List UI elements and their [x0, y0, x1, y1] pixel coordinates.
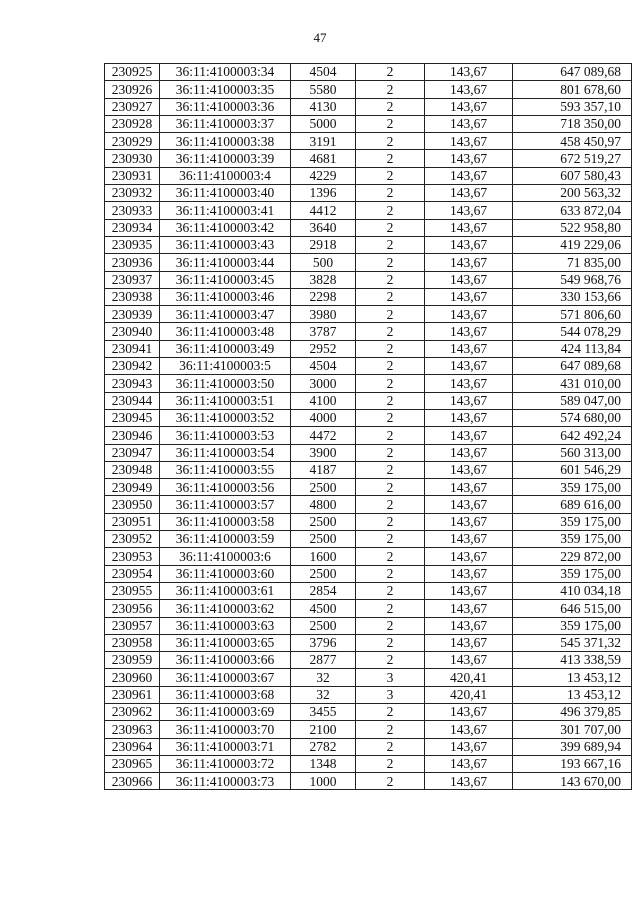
- cell-group: 3: [356, 669, 425, 686]
- cell-cadastral-value: 607 580,43: [513, 167, 632, 184]
- cell-group: 2: [356, 254, 425, 271]
- cell-cadastral-value: 301 707,00: [513, 721, 632, 738]
- cell-group: 2: [356, 565, 425, 582]
- cell-cadastral-number: 36:11:4100003:53: [160, 427, 291, 444]
- table-row: [105, 755, 632, 772]
- cell-specific-value: 143,67: [425, 358, 513, 375]
- cell-group: 2: [356, 133, 425, 150]
- cell-area: 32: [291, 669, 356, 686]
- cell-cadastral-number: 36:11:4100003:50: [160, 375, 291, 392]
- table-row: [105, 81, 632, 98]
- cell-group: 3: [356, 686, 425, 703]
- cell-cadastral-number: 36:11:4100003:72: [160, 755, 291, 772]
- cell-record-id: 230963: [105, 721, 160, 738]
- cell-cadastral-number: 36:11:4100003:35: [160, 81, 291, 98]
- cell-area: 1396: [291, 185, 356, 202]
- cell-record-id: 230957: [105, 617, 160, 634]
- table-row: [105, 64, 632, 81]
- cell-area: 3455: [291, 703, 356, 720]
- cell-cadastral-number: 36:11:4100003:70: [160, 721, 291, 738]
- cell-group: 2: [356, 548, 425, 565]
- table-row: [105, 600, 632, 617]
- table-row: [105, 444, 632, 461]
- table-row: [105, 479, 632, 496]
- cell-cadastral-number: 36:11:4100003:51: [160, 392, 291, 409]
- cell-record-id: 230939: [105, 306, 160, 323]
- cell-group: 2: [356, 98, 425, 115]
- cell-record-id: 230932: [105, 185, 160, 202]
- cell-area: 3640: [291, 219, 356, 236]
- table-row: [105, 652, 632, 669]
- cell-record-id: 230931: [105, 167, 160, 184]
- cell-area: 500: [291, 254, 356, 271]
- cell-cadastral-value: 359 175,00: [513, 479, 632, 496]
- table-row: [105, 461, 632, 478]
- cell-area: 2298: [291, 288, 356, 305]
- table-row: [105, 271, 632, 288]
- cell-cadastral-number: 36:11:4100003:42: [160, 219, 291, 236]
- table-row: [105, 167, 632, 184]
- cell-cadastral-number: 36:11:4100003:55: [160, 461, 291, 478]
- cell-cadastral-number: 36:11:4100003:45: [160, 271, 291, 288]
- cell-area: 4000: [291, 409, 356, 426]
- cell-group: 2: [356, 409, 425, 426]
- cell-cadastral-value: 633 872,04: [513, 202, 632, 219]
- cell-area: 5580: [291, 81, 356, 98]
- cell-specific-value: 143,67: [425, 392, 513, 409]
- cell-cadastral-number: 36:11:4100003:63: [160, 617, 291, 634]
- cell-group: 2: [356, 202, 425, 219]
- cell-group: 2: [356, 652, 425, 669]
- cell-area: 4100: [291, 392, 356, 409]
- cell-record-id: 230944: [105, 392, 160, 409]
- cell-specific-value: 143,67: [425, 219, 513, 236]
- cell-cadastral-value: 399 689,94: [513, 738, 632, 755]
- cell-group: 2: [356, 773, 425, 790]
- cell-area: 2782: [291, 738, 356, 755]
- cell-area: 2500: [291, 531, 356, 548]
- cell-record-id: 230960: [105, 669, 160, 686]
- cell-specific-value: 143,67: [425, 738, 513, 755]
- cell-cadastral-number: 36:11:4100003:41: [160, 202, 291, 219]
- table-row: [105, 150, 632, 167]
- table-row: [105, 288, 632, 305]
- cell-cadastral-value: 549 968,76: [513, 271, 632, 288]
- cell-record-id: 230942: [105, 358, 160, 375]
- cell-cadastral-number: 36:11:4100003:43: [160, 236, 291, 253]
- cell-group: 2: [356, 81, 425, 98]
- cell-specific-value: 143,67: [425, 600, 513, 617]
- cell-specific-value: 143,67: [425, 479, 513, 496]
- cell-specific-value: 143,67: [425, 271, 513, 288]
- cell-specific-value: 143,67: [425, 323, 513, 340]
- cell-area: 32: [291, 686, 356, 703]
- cell-cadastral-number: 36:11:4100003:71: [160, 738, 291, 755]
- cell-specific-value: 143,67: [425, 461, 513, 478]
- table-row: [105, 721, 632, 738]
- cell-record-id: 230925: [105, 64, 160, 81]
- cell-cadastral-value: 571 806,60: [513, 306, 632, 323]
- cell-cadastral-number: 36:11:4100003:69: [160, 703, 291, 720]
- cell-specific-value: 143,67: [425, 150, 513, 167]
- cell-cadastral-number: 36:11:4100003:66: [160, 652, 291, 669]
- cell-specific-value: 143,67: [425, 64, 513, 81]
- cell-record-id: 230943: [105, 375, 160, 392]
- table-row: [105, 773, 632, 790]
- cell-specific-value: 143,67: [425, 496, 513, 513]
- cell-record-id: 230927: [105, 98, 160, 115]
- cell-area: 2500: [291, 479, 356, 496]
- cell-area: 4187: [291, 461, 356, 478]
- cell-record-id: 230948: [105, 461, 160, 478]
- cell-cadastral-number: 36:11:4100003:56: [160, 479, 291, 496]
- cell-group: 2: [356, 288, 425, 305]
- cell-group: 2: [356, 738, 425, 755]
- table-row: [105, 306, 632, 323]
- cell-specific-value: 143,67: [425, 531, 513, 548]
- cell-cadastral-value: 359 175,00: [513, 513, 632, 530]
- cell-cadastral-number: 36:11:4100003:40: [160, 185, 291, 202]
- cell-area: 2500: [291, 617, 356, 634]
- cell-record-id: 230954: [105, 565, 160, 582]
- page-number: 47: [313, 30, 327, 45]
- table-row: [105, 703, 632, 720]
- cell-cadastral-value: 545 371,32: [513, 634, 632, 651]
- table-row: [105, 548, 632, 565]
- cell-area: 1348: [291, 755, 356, 772]
- cell-record-id: 230945: [105, 409, 160, 426]
- cell-specific-value: 143,67: [425, 773, 513, 790]
- cell-cadastral-number: 36:11:4100003:58: [160, 513, 291, 530]
- table-row: [105, 634, 632, 651]
- cell-group: 2: [356, 64, 425, 81]
- cell-cadastral-value: 593 357,10: [513, 98, 632, 115]
- cell-area: 2500: [291, 565, 356, 582]
- cell-specific-value: 143,67: [425, 340, 513, 357]
- cell-cadastral-value: 672 519,27: [513, 150, 632, 167]
- table-row: [105, 686, 632, 703]
- cell-area: 3980: [291, 306, 356, 323]
- cell-specific-value: 143,67: [425, 617, 513, 634]
- table-row: [105, 236, 632, 253]
- cell-record-id: 230961: [105, 686, 160, 703]
- cell-cadastral-value: 642 492,24: [513, 427, 632, 444]
- table-row: [105, 427, 632, 444]
- cell-specific-value: 420,41: [425, 686, 513, 703]
- cell-specific-value: 143,67: [425, 565, 513, 582]
- cell-record-id: 230941: [105, 340, 160, 357]
- cell-record-id: 230949: [105, 479, 160, 496]
- cell-record-id: 230952: [105, 531, 160, 548]
- cell-specific-value: 143,67: [425, 167, 513, 184]
- cell-group: 2: [356, 306, 425, 323]
- cell-cadastral-number: 36:11:4100003:5: [160, 358, 291, 375]
- cell-cadastral-value: 13 453,12: [513, 669, 632, 686]
- cell-cadastral-number: 36:11:4100003:6: [160, 548, 291, 565]
- cell-cadastral-value: 13 453,12: [513, 686, 632, 703]
- cell-cadastral-number: 36:11:4100003:44: [160, 254, 291, 271]
- cell-group: 2: [356, 479, 425, 496]
- cell-record-id: 230951: [105, 513, 160, 530]
- cell-record-id: 230937: [105, 271, 160, 288]
- cell-specific-value: 143,67: [425, 427, 513, 444]
- cell-cadastral-value: 601 546,29: [513, 461, 632, 478]
- cell-area: 4500: [291, 600, 356, 617]
- cell-cadastral-value: 496 379,85: [513, 703, 632, 720]
- table-row: [105, 582, 632, 599]
- cell-cadastral-value: 801 678,60: [513, 81, 632, 98]
- cell-specific-value: 143,67: [425, 375, 513, 392]
- cell-specific-value: 143,67: [425, 133, 513, 150]
- cell-record-id: 230965: [105, 755, 160, 772]
- cell-area: 2100: [291, 721, 356, 738]
- cell-record-id: 230953: [105, 548, 160, 565]
- cell-cadastral-number: 36:11:4100003:46: [160, 288, 291, 305]
- cell-area: 3828: [291, 271, 356, 288]
- cell-cadastral-value: 718 350,00: [513, 115, 632, 132]
- cell-area: 4472: [291, 427, 356, 444]
- cell-group: 2: [356, 444, 425, 461]
- cell-area: 3000: [291, 375, 356, 392]
- cell-specific-value: 143,67: [425, 721, 513, 738]
- cell-specific-value: 143,67: [425, 652, 513, 669]
- table-row: [105, 531, 632, 548]
- table-row: [105, 98, 632, 115]
- cell-record-id: 230935: [105, 236, 160, 253]
- cell-group: 2: [356, 600, 425, 617]
- cell-specific-value: 143,67: [425, 81, 513, 98]
- cell-record-id: 230947: [105, 444, 160, 461]
- cell-record-id: 230966: [105, 773, 160, 790]
- cell-cadastral-number: 36:11:4100003:4: [160, 167, 291, 184]
- cell-specific-value: 143,67: [425, 288, 513, 305]
- cell-record-id: 230940: [105, 323, 160, 340]
- table-row: [105, 409, 632, 426]
- cell-record-id: 230962: [105, 703, 160, 720]
- cell-specific-value: 143,67: [425, 634, 513, 651]
- cell-cadastral-number: 36:11:4100003:48: [160, 323, 291, 340]
- cell-area: 4130: [291, 98, 356, 115]
- cell-area: 4229: [291, 167, 356, 184]
- table-row: [105, 115, 632, 132]
- table-row: [105, 496, 632, 513]
- cell-group: 2: [356, 427, 425, 444]
- cell-group: 2: [356, 115, 425, 132]
- cell-group: 2: [356, 496, 425, 513]
- cell-record-id: 230938: [105, 288, 160, 305]
- table-row: [105, 133, 632, 150]
- cell-record-id: 230959: [105, 652, 160, 669]
- table-row: [105, 565, 632, 582]
- cell-specific-value: 143,67: [425, 254, 513, 271]
- cell-cadastral-number: 36:11:4100003:52: [160, 409, 291, 426]
- cell-group: 2: [356, 323, 425, 340]
- cell-specific-value: 143,67: [425, 409, 513, 426]
- cell-group: 2: [356, 531, 425, 548]
- cell-area: 4412: [291, 202, 356, 219]
- cell-area: 2854: [291, 582, 356, 599]
- cell-cadastral-number: 36:11:4100003:73: [160, 773, 291, 790]
- cell-cadastral-number: 36:11:4100003:49: [160, 340, 291, 357]
- cell-cadastral-value: 689 616,00: [513, 496, 632, 513]
- cell-area: 2918: [291, 236, 356, 253]
- cell-group: 2: [356, 150, 425, 167]
- cell-area: 1600: [291, 548, 356, 565]
- cell-cadastral-value: 193 667,16: [513, 755, 632, 772]
- cell-cadastral-value: 413 338,59: [513, 652, 632, 669]
- table-row: [105, 340, 632, 357]
- cell-specific-value: 143,67: [425, 202, 513, 219]
- table-row: [105, 323, 632, 340]
- cell-specific-value: 143,67: [425, 548, 513, 565]
- table-row: [105, 219, 632, 236]
- cell-group: 2: [356, 167, 425, 184]
- cell-record-id: 230958: [105, 634, 160, 651]
- cell-group: 2: [356, 185, 425, 202]
- cell-cadastral-value: 419 229,06: [513, 236, 632, 253]
- cell-cadastral-value: 431 010,00: [513, 375, 632, 392]
- table-row: [105, 617, 632, 634]
- cell-cadastral-number: 36:11:4100003:36: [160, 98, 291, 115]
- cell-cadastral-number: 36:11:4100003:47: [160, 306, 291, 323]
- cell-group: 2: [356, 513, 425, 530]
- cell-cadastral-number: 36:11:4100003:67: [160, 669, 291, 686]
- table-body: [105, 64, 632, 790]
- cell-specific-value: 143,67: [425, 513, 513, 530]
- cell-record-id: 230955: [105, 582, 160, 599]
- cell-group: 2: [356, 634, 425, 651]
- cell-area: 4800: [291, 496, 356, 513]
- cell-group: 2: [356, 340, 425, 357]
- cell-area: 2952: [291, 340, 356, 357]
- cell-cadastral-value: 458 450,97: [513, 133, 632, 150]
- table-row: [105, 375, 632, 392]
- cell-area: 3191: [291, 133, 356, 150]
- cell-specific-value: 420,41: [425, 669, 513, 686]
- cell-cadastral-value: 410 034,18: [513, 582, 632, 599]
- cell-cadastral-value: 544 078,29: [513, 323, 632, 340]
- cell-area: 4504: [291, 358, 356, 375]
- cell-cadastral-number: 36:11:4100003:39: [160, 150, 291, 167]
- cell-cadastral-value: 589 047,00: [513, 392, 632, 409]
- cell-record-id: 230946: [105, 427, 160, 444]
- cell-area: 2500: [291, 513, 356, 530]
- cell-group: 2: [356, 755, 425, 772]
- cell-specific-value: 143,67: [425, 755, 513, 772]
- cell-area: 4504: [291, 64, 356, 81]
- cell-record-id: 230950: [105, 496, 160, 513]
- cell-group: 2: [356, 582, 425, 599]
- cell-record-id: 230956: [105, 600, 160, 617]
- cell-cadastral-value: 200 563,32: [513, 185, 632, 202]
- cell-group: 2: [356, 236, 425, 253]
- cell-cadastral-value: 359 175,00: [513, 565, 632, 582]
- cell-cadastral-number: 36:11:4100003:57: [160, 496, 291, 513]
- cell-cadastral-value: 71 835,00: [513, 254, 632, 271]
- cell-group: 2: [356, 703, 425, 720]
- table-row: [105, 254, 632, 271]
- cell-cadastral-value: 560 313,00: [513, 444, 632, 461]
- cell-cadastral-value: 646 515,00: [513, 600, 632, 617]
- cell-cadastral-value: 647 089,68: [513, 358, 632, 375]
- cell-cadastral-value: 143 670,00: [513, 773, 632, 790]
- cell-cadastral-number: 36:11:4100003:37: [160, 115, 291, 132]
- cell-specific-value: 143,67: [425, 185, 513, 202]
- cell-cadastral-value: 574 680,00: [513, 409, 632, 426]
- cell-record-id: 230929: [105, 133, 160, 150]
- cadastral-value-table: [104, 63, 632, 790]
- cell-area: 1000: [291, 773, 356, 790]
- cell-cadastral-number: 36:11:4100003:68: [160, 686, 291, 703]
- cell-group: 2: [356, 617, 425, 634]
- cell-area: 5000: [291, 115, 356, 132]
- cell-record-id: 230936: [105, 254, 160, 271]
- cell-specific-value: 143,67: [425, 444, 513, 461]
- cell-area: 4681: [291, 150, 356, 167]
- cell-cadastral-value: 647 089,68: [513, 64, 632, 81]
- cell-area: 3787: [291, 323, 356, 340]
- cell-cadastral-number: 36:11:4100003:61: [160, 582, 291, 599]
- cell-group: 2: [356, 358, 425, 375]
- cell-cadastral-number: 36:11:4100003:38: [160, 133, 291, 150]
- cell-cadastral-value: 359 175,00: [513, 531, 632, 548]
- cell-specific-value: 143,67: [425, 236, 513, 253]
- cell-group: 2: [356, 271, 425, 288]
- cell-cadastral-value: 424 113,84: [513, 340, 632, 357]
- cell-record-id: 230930: [105, 150, 160, 167]
- cell-cadastral-number: 36:11:4100003:34: [160, 64, 291, 81]
- cell-specific-value: 143,67: [425, 582, 513, 599]
- cell-group: 2: [356, 375, 425, 392]
- table-row: [105, 738, 632, 755]
- cell-record-id: 230933: [105, 202, 160, 219]
- table-row: [105, 669, 632, 686]
- cell-area: 2877: [291, 652, 356, 669]
- cell-specific-value: 143,67: [425, 115, 513, 132]
- cell-area: 3900: [291, 444, 356, 461]
- table-row: [105, 202, 632, 219]
- cell-cadastral-value: 359 175,00: [513, 617, 632, 634]
- table-row: [105, 513, 632, 530]
- cell-cadastral-value: 229 872,00: [513, 548, 632, 565]
- cell-area: 3796: [291, 634, 356, 651]
- table-row: [105, 358, 632, 375]
- cell-cadastral-value: 522 958,80: [513, 219, 632, 236]
- cell-specific-value: 143,67: [425, 98, 513, 115]
- cell-specific-value: 143,67: [425, 306, 513, 323]
- cell-record-id: 230964: [105, 738, 160, 755]
- cell-record-id: 230934: [105, 219, 160, 236]
- cell-cadastral-number: 36:11:4100003:65: [160, 634, 291, 651]
- cell-cadastral-number: 36:11:4100003:60: [160, 565, 291, 582]
- cell-cadastral-number: 36:11:4100003:54: [160, 444, 291, 461]
- table-row: [105, 185, 632, 202]
- cell-specific-value: 143,67: [425, 703, 513, 720]
- cell-group: 2: [356, 721, 425, 738]
- cell-group: 2: [356, 461, 425, 478]
- cell-group: 2: [356, 392, 425, 409]
- cell-record-id: 230926: [105, 81, 160, 98]
- cell-cadastral-number: 36:11:4100003:62: [160, 600, 291, 617]
- cell-cadastral-value: 330 153,66: [513, 288, 632, 305]
- table-row: [105, 392, 632, 409]
- cell-record-id: 230928: [105, 115, 160, 132]
- cell-cadastral-number: 36:11:4100003:59: [160, 531, 291, 548]
- cell-group: 2: [356, 219, 425, 236]
